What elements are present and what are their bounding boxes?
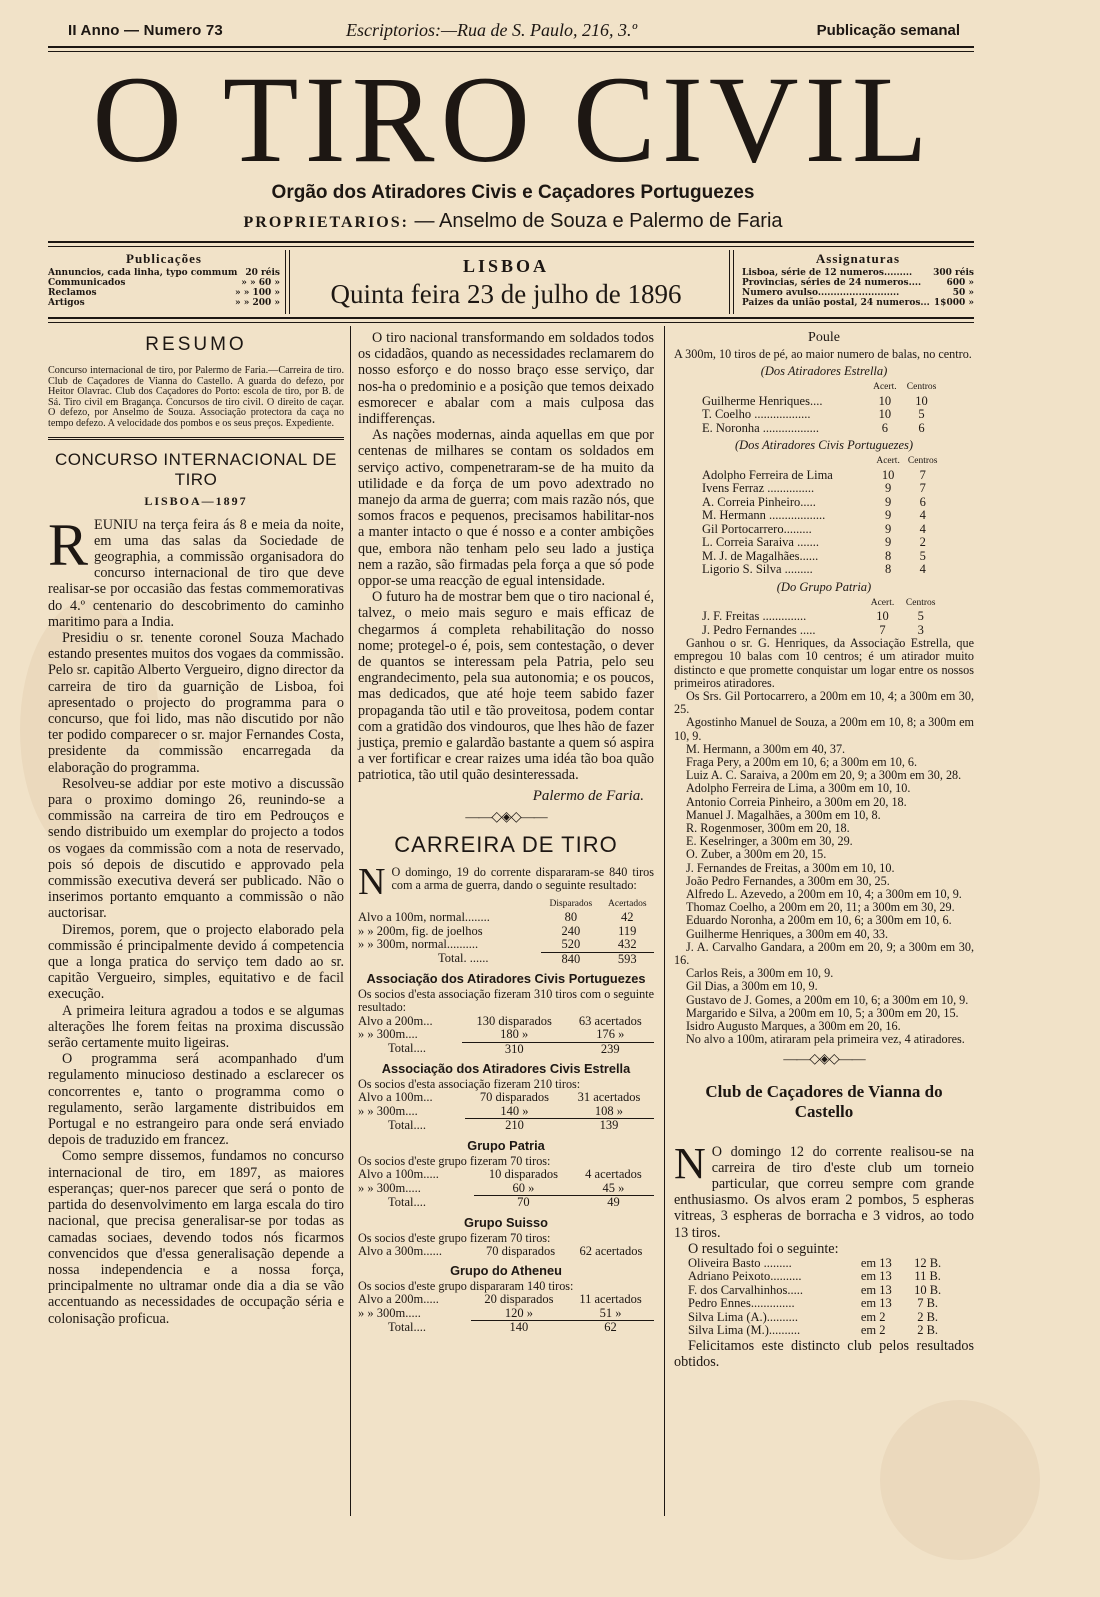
owners-names: — Anselmo de Souza e Palermo de Faria — [414, 210, 783, 232]
table-total: Total.... 210 139 — [358, 1119, 654, 1133]
office-address: Escriptorios:—Rua de S. Paulo, 216, 3.º — [346, 20, 638, 40]
vianna-table — [688, 1257, 948, 1338]
group-table — [358, 1293, 654, 1335]
signature: Palermo de Faria. — [532, 787, 644, 804]
column-rule — [350, 326, 351, 1516]
table-row: Silva Lima (A.).......... em 2 2 B. — [688, 1309, 939, 1324]
poule-result: Antonio Correia Pinheiro, a 300m em 20, 18. — [686, 794, 907, 809]
assignaturas-box — [742, 251, 974, 308]
table-row: Adriano Peixoto.......... em 13 11 B. — [688, 1269, 941, 1284]
divider — [729, 250, 730, 314]
poule-groups — [674, 364, 974, 637]
table-row: Ivens Ferraz ............... 9 7 — [702, 481, 926, 496]
table-row: » » 300m, normal.......... 520 432 — [358, 937, 637, 952]
group-heading: Grupo Patria — [467, 1137, 545, 1153]
table-row: » » 300m..... 60 » 45 » — [358, 1180, 625, 1195]
table-header: Acert. Centros — [870, 597, 936, 608]
table-row: Alvo a 100m, normal........ 80 42 — [358, 910, 634, 925]
table-header: Acert. Centros — [876, 456, 938, 467]
poule-result: R. Rogenmoser, 300m em 20, 18. — [686, 821, 850, 836]
group-heading: Grupo do Atheneu — [450, 1263, 562, 1279]
concurso-paragraph: O futuro ha de mostrar bem que o tiro nacional é, talvez, o meio mais seguro e mais efficaz de chegarmos á completa rehabilitação do nosso nome; protegel-o é, pois, sem contestação, o dever de quantos se interessam pela Patria, pelo seu engrandecimento, pela sua autonomia; e os poucos, mas dedicados, que até hoje teem sabido fazer propaganda tão util e tão proveitosa, podem contar com a gratidão dos vindouros, que lhes hão de fazer justiça, premio e galardão bastante a quem só aspira a ver fortificar e crear raizes uma idéa tão boa quão patriotica, tão util quão desinteressada. — [358, 589, 654, 784]
poule-result: Gustavo de J. Gomes, a 200m em 10, 6; a 300m em 10, 9. — [686, 992, 969, 1007]
poule-table — [702, 455, 942, 577]
poule-result: O. Zuber, a 300m em 20, 15. — [686, 847, 827, 862]
poule-result: E. Keselringer, a 300m em 30, 29. — [686, 834, 853, 849]
poule-result: Guilherme Henriques, a 300m em 40, 33. — [686, 926, 889, 941]
poule-result: No alvo a 100m, atiraram pela primeira vez, 4 atiradores. — [686, 1032, 965, 1047]
poule-result: Margarido e Silva, a 200m em 10, 5; a 300m em 20, 15. — [686, 1005, 959, 1020]
divider — [48, 46, 974, 48]
table-row: E. Noronha .................. 6 6 — [702, 420, 925, 435]
price-row: Numero avulso.......................... 50 » — [742, 288, 974, 298]
newspaper-subtitle: Orgão dos Atiradores Civis e Caçadores Portuguezes — [271, 182, 755, 203]
poule-result: Luiz A. C. Saraiva, a 200m em 20, 9; a 300m em 30, 28. — [686, 768, 962, 783]
poule-result: M. Hermann, a 300m em 40, 37. — [686, 741, 846, 756]
carreira-intro: N O domingo, 19 do corrente dispararam-se 840 tiros com a arma de guerra, dando o seguinte resultado: — [358, 860, 654, 903]
divider — [48, 246, 974, 247]
carreira-table — [358, 898, 654, 967]
table-total: Total.... 70 49 — [358, 1196, 654, 1210]
poule-result: Fraga Pery, a 200m em 10, 6; a 300m em 10, 6. — [686, 755, 918, 770]
divider — [289, 250, 290, 314]
dateline — [294, 256, 718, 310]
poule-group-heading: (Dos Atiradores Estrella) — [760, 364, 888, 379]
table-row: J. Pedro Fernandes ..... 7 3 — [702, 622, 924, 637]
poule-results — [674, 637, 974, 1046]
vianna-heading: Club de Caçadores de Vianna do Castello — [705, 1081, 943, 1121]
concurso-paragraph: Como sempre dissemos, fundamos no concurso internacional de tiro, em 1897, as maiores esperanças; quer-nos parecer que será o ponto de partida do desenvolvimento em larga escala do tiro nacional, que precisa generalisar-se por todas as camadas sociaes, devendo todos nós ficarmos convencidos que d'essa generalisação depende a nossa independencia e a nossa força, principalmente no ultramar onde dia a dia se vão accentuando as necessidades de occupação séria e colonisação proficua. — [48, 1148, 344, 1327]
table-row: L. Correia Saraiva ....... 9 2 — [702, 535, 926, 550]
price-row: Paizes da união postal, 24 numeros... 1$000 » — [742, 298, 974, 308]
publicacoes-heading: Publicações — [126, 251, 202, 266]
table-row: M. J. de Magalhães...... 8 5 — [702, 548, 926, 563]
drop-cap: N — [674, 1138, 706, 1188]
resumo-text: Concurso internacional de tiro, por Palermo de Faria.—Carreira de tiro. Club de Caçadores de Vianna do Castello. A guarda do defezo, por Heitor Olavrac. Club dos Caçadores do Porto: escola de tiro, por B. de Sá. Tiro civil em Bragança. Concursos de tiro civil. O direito de caçar. O defezo, por Anselmo de Souza. Associação protectora da caça no tempo defezo. A velocidade dos pombos e os seus preços. Expediente. — [48, 365, 344, 429]
divider — [48, 241, 974, 243]
poule-group-heading: (Do Grupo Patria) — [776, 579, 872, 594]
poule-result: Thomaz Coelho, a 200m em 20, 11; a 300m em 30, 29. — [686, 900, 955, 915]
assignaturas-heading: Assignaturas — [815, 251, 901, 266]
table-row: Alvo a 300m...... 70 disparados 62 acertados — [358, 1243, 643, 1258]
table-row: F. dos Carvalhinhos..... em 13 10 B. — [688, 1282, 942, 1297]
divider — [48, 322, 974, 323]
group-intro: Os socios d'este grupo fizeram 70 tiros: — [358, 1153, 551, 1168]
table-row: Guilherme Henriques.... 10 10 — [702, 393, 928, 408]
concurso-paragraph: O tiro nacional transformando em soldados todos os cidadãos, quando as necessidades reclamarem do nosso esforço e do nosso braço esse serviço, dar nos-ha o predominio e a posição que temos deixado esmorecer e abalar com a mais culposa das indifferenças. — [358, 330, 654, 428]
group-intro: Os socios d'este grupo dispararam 140 tiros: — [358, 1279, 574, 1294]
poule-result: J. A. Carvalho Gandara, a 200m em 20, 9; a 300m em 30, 16. — [674, 939, 974, 968]
price-row: Reclamos » » 100 » — [48, 288, 280, 298]
carreira-groups — [358, 971, 654, 1335]
publication-frequency: Publicação semanal — [816, 22, 960, 39]
divider — [48, 437, 344, 440]
table-row: Alvo a 200m... 130 disparados 63 acertados — [358, 1013, 642, 1028]
price-row: Lisboa, série de 12 numeros......... 300 réis — [742, 268, 974, 278]
poule-table — [702, 381, 942, 435]
poule-result: Ganhou o sr. G. Henriques, da Associação Estrella, que empregou 10 balas com 10 centros; é um atirador muito distincto e que promette conquistar um logar entre os nossos primeiros atiradores. — [674, 636, 974, 690]
table-row: J. F. Freitas .............. 10 5 — [702, 609, 924, 624]
divider — [48, 317, 974, 319]
table-row: » » 300m.... 180 » 176 » — [358, 1027, 625, 1042]
drop-cap: R — [48, 511, 89, 578]
table-row: Ligorio S. Silva ......... 8 4 — [702, 562, 926, 577]
table-row: » » 300m..... 120 » 51 » — [358, 1305, 622, 1321]
table-row: Alvo a 100m... 70 disparados 31 acertados — [358, 1090, 641, 1105]
divider — [285, 250, 286, 314]
owners-line — [48, 210, 978, 233]
group-table — [358, 1168, 654, 1210]
table-row: Alvo a 100m..... 10 disparados 4 acertados — [358, 1167, 642, 1181]
concurso-paragraph: Resolveu-se addiar por este motivo a discussão para o proximo domingo 26, reunindo-se a commissão na carreira de tiro em Pedrouços e sendo distribuido um exemplar do projecto a todos os vogaes da commissão com a nota de reservado, pois só depois de discutido e approvado pela commissão executiva deverá ser publicado. Não o inserimos portanto emquanto a commissão o não auctorisar. — [48, 775, 344, 922]
table-row: Adolpho Ferreira de Lima 10 7 — [702, 467, 926, 482]
poule-result: Manuel J. Magalhães, a 300m em 10, 8. — [686, 807, 881, 822]
vianna-intro: N O domingo 12 do corrente realisou-se na carreira de tiro d'este club um torneio particular, que correu sempre com grande enthusiasmo. Os alvos eram 2 pombos, 5 espheras vitreas, 3 espheras de borracha e 3 vidros, ao todo 13 tiros. — [674, 1138, 974, 1241]
table-row: A. Correia Pinheiro..... 9 6 — [702, 494, 926, 509]
group-intro: Os socios d'esta associação fizeram 310 tiros com o seguinte resultado: — [358, 987, 654, 1015]
group-intro: Os socios d'esta associação fizeram 210 tiros: — [358, 1077, 581, 1092]
concurso-paragraph: O programma será acompanhado d'um regulamento minucioso destinado a esclarecer os concorrentes e, tanto o programma como o regulamento, serão largamente distribuidos em Portugal e no estrangeiro para onde será enviado depois de traduzido em francez. — [48, 1051, 344, 1149]
group-table — [358, 1091, 654, 1133]
table-row: Gil Portocarrero......... 9 4 — [702, 521, 926, 536]
divider — [733, 250, 734, 314]
table-row: Silva Lima (M.).......... em 2 2 B. — [688, 1323, 939, 1338]
dateline-city: LISBOA — [462, 256, 550, 276]
group-heading: Grupo Suisso — [464, 1214, 548, 1230]
column-1 — [48, 330, 344, 1327]
price-row: Communicados » » 60 » — [48, 278, 280, 288]
group-heading: Associação dos Atiradores Civis Portuguezes — [366, 971, 646, 987]
publicacoes-box — [48, 251, 280, 308]
column-2 — [358, 330, 654, 1335]
table-row: T. Coelho .................. 10 5 — [702, 407, 925, 422]
poule-result: Adolpho Ferreira de Lima, a 300m em 10, 10. — [686, 781, 911, 796]
table-total: Total.... 140 62 — [358, 1321, 654, 1335]
drop-cap: N — [358, 860, 386, 903]
poule-intro: A 300m, 10 tiros de pé, ao maior numero de balas, no centro. — [674, 347, 972, 361]
table-row: Pedro Ennes.............. em 13 7 B. — [688, 1296, 939, 1311]
table-row: » » 300m.... 140 » 108 » — [358, 1103, 624, 1119]
poule-result: Carlos Reis, a 300m em 10, 9. — [686, 966, 834, 981]
poule-result: Eduardo Noronha, a 200m em 10, 6; a 300m em 10, 6. — [686, 913, 952, 928]
concurso-heading: CONCURSO INTERNACIONAL DE TIRO — [54, 449, 337, 489]
carreira-heading: CARREIRA DE TIRO — [394, 831, 618, 857]
table-header: Acert. Centros — [873, 382, 937, 393]
concurso-paragraph: A primeira leitura agradou a todos e se algumas alterações lhe forem feitas na proxima discussão serão certamente muito ligeiras. — [48, 1002, 344, 1052]
concurso-paragraph: Diremos, porem, que o projecto elaborado pela commissão é principalmente devido á competencia que a longa pratica do serviço tem dado ao sr. capitão Vergueiro, simples, equitativo e de facil execução. — [48, 921, 344, 1003]
poule-result: João Pedro Fernandes, a 300m em 30, 25. — [686, 873, 890, 888]
price-row: Artigos » » 200 » — [48, 298, 280, 308]
table-row: » » 200m, fig. de joelhos 240 119 — [358, 923, 637, 938]
paper-stain — [880, 1400, 1040, 1560]
column-3 — [674, 330, 974, 1370]
column-rule — [664, 326, 665, 1516]
poule-result: Gil Dias, a 300m em 10, 9. — [686, 979, 818, 994]
table-row: M. Hermann .................. 9 4 — [702, 508, 926, 523]
vianna-closing: Felicitamos este distincto club pelos resultados obtidos. — [674, 1337, 974, 1371]
group-table — [358, 1015, 654, 1057]
concurso-paragraph: Presidiu o sr. tenente coronel Souza Machado estando presentes muitos dos vogaes da commissão. Pelo sr. capitão Alberto Vergueiro, digno director da carreira de tiro da guarnição de Lisboa, foi apresentado o projecto do programma para o concurso, que foi lido, mas não discutido por não ter podido comparecer o sr. major Fernandes Costa, presidente da commissão encarregada da elaboração do programma. — [48, 629, 344, 776]
ornament: ——◇◈◇—— — [783, 1051, 865, 1067]
dateline-date: Quinta feira 23 de julho de 1896 — [330, 279, 682, 309]
table-row: Alvo a 200m..... 20 disparados 11 acertados — [358, 1292, 642, 1307]
group-intro: Os socios d'este grupo fizeram 70 tiros: — [358, 1230, 551, 1245]
poule-result: J. Fernandes de Freitas, a 300m em 10, 10. — [686, 860, 895, 875]
newspaper-title: O TIRO CIVIL — [92, 51, 934, 188]
price-row: Provincias, séries de 24 numeros.... 600 » — [742, 278, 974, 288]
concurso-first-paragraph: REUNIU na terça feira ás 8 e meia da noite, em uma das salas da Sociedade de geographia, a commissão organisadora do concurso internacional de tiro que deve realisar-se por occasião das festas commemorativas do 4.º centenario do descobrimento do caminho maritimo para a India. — [48, 511, 344, 630]
group-table — [358, 1245, 654, 1259]
price-row: Annuncios, cada linha, typo commum 20 réis — [48, 268, 280, 278]
vianna-result-intro: O resultado foi o seguinte: — [688, 1240, 839, 1257]
poule-result: Agostinho Manuel de Souza, a 200m em 10, 8; a 300m em 10, 9. — [674, 715, 974, 743]
poule-table — [702, 597, 942, 638]
concurso-subheading: LISBOA—1897 — [144, 493, 248, 508]
table-header: Disparados Acertados — [549, 898, 647, 909]
poule-result: Isidro Augusto Marques, a 300m em 20, 16. — [686, 1019, 901, 1034]
top-line — [68, 16, 960, 46]
table-total: Total. ...... 840 593 — [358, 952, 654, 966]
concurso-paragraph: As nações modernas, ainda aquellas em que por centenas de milhares se contam os soldados em serviço activo, compenetraram-se de ha muito da utilidade e da força de um povo adextrado no manejo da arma de guerra; com mais razão nós, que somos fracos e pequenos, precisamos habilitar-nos a manter intacto o que é nosso e a conter ambições que, embora não tenham pelo seu lado a justiça nem a razão, são firmadas pela força a que só pode oppor-se uma reacção de egual intensidade. — [358, 427, 654, 590]
group-heading: Associação dos Atiradores Civis Estrella — [381, 1061, 631, 1077]
poule-heading: Poule — [808, 330, 840, 345]
table-total: Total.... 310 239 — [358, 1042, 654, 1056]
poule-group-heading: (Dos Atiradores Civis Portuguezes) — [734, 438, 914, 453]
ornament: ——◇◈◇—— — [465, 809, 547, 825]
poule-result: Os Srs. Gil Portocarrero, a 200m em 10, 4; a 300m em 30, 25. — [674, 689, 974, 717]
resumo-heading: RESUMO — [145, 334, 247, 355]
owners-label: PROPRIETARIOS: — [243, 214, 409, 231]
table-row: Oliveira Basto ......... em 13 12 B. — [688, 1255, 942, 1270]
poule-result: Alfredo L. Azevedo, a 200m em 10, 4; a 300m em 10, 9. — [686, 887, 962, 902]
issue-number: II Anno — Numero 73 — [68, 22, 223, 39]
